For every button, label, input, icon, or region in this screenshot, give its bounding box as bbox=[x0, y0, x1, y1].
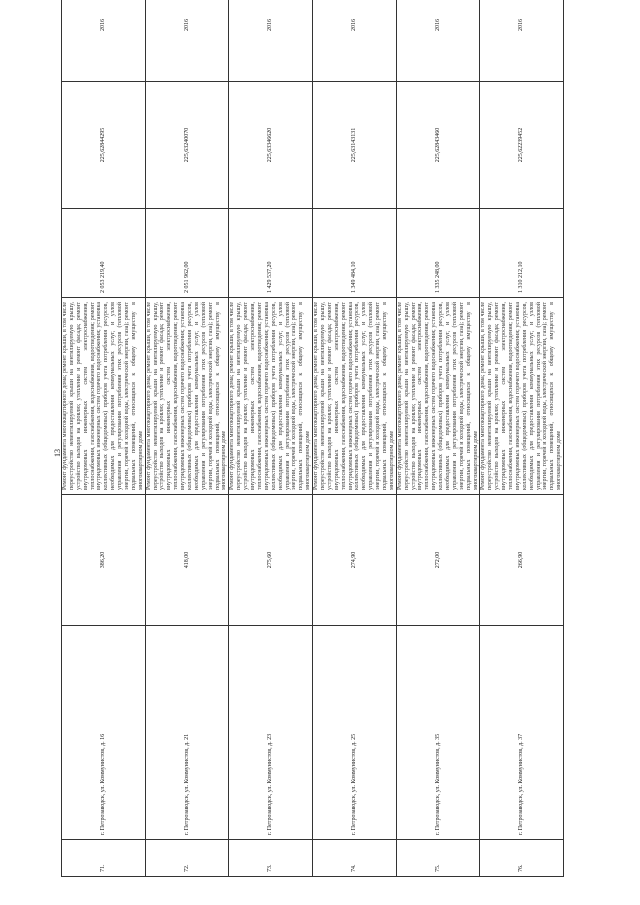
row-cost: 2 053 219,40 bbox=[62, 209, 146, 298]
row-area: 266,90 bbox=[480, 495, 564, 626]
row-unit-cost: 225,62843460 bbox=[396, 82, 480, 209]
row-unit-cost: 225,62239452 bbox=[480, 82, 564, 209]
repair-program-table bbox=[61, 0, 564, 877]
row-area: 274,90 bbox=[313, 495, 397, 626]
row-cost: 1 349 484,10 bbox=[313, 209, 397, 298]
row-area: 275,60 bbox=[229, 495, 313, 626]
row-works: Ремонт фундамента многоквартирного дома; ремонт крыши, в том числе переустройство невентилируемой крыши на вентилируемую крышу, устройство выходов на кровлю; утепление и ремонт фасада; ремонт внутридомовых инженерных систем электроснабжения, теплоснабжения, газоснабжения, водоснабжения, водоотведения; ремонт внутридомовых инженерных систем горячего водоснабжения; установка коллективных (общедомовых) приборов учета потребления ресурсов, необходимых для предоставления коммунальных услуг, и узлов управления и регулирования потребления этих ресурсов (тепловой энергии, горячей и холодной воды, электрической энергии, газа); ремонт подвальных помещений, относящихся к общему имуществу в многоквартирном доме bbox=[229, 298, 313, 495]
row-number: 71. bbox=[62, 840, 146, 877]
row-number: 73. bbox=[229, 840, 313, 877]
row-number: 74. bbox=[313, 840, 397, 877]
row-area: 386,20 bbox=[62, 495, 146, 626]
row-address: г. Петрозаводск, ул. Коммунистов, д. 16 bbox=[62, 626, 146, 840]
table-row bbox=[229, 0, 313, 877]
row-address: г. Петрозаводск, ул. Коммунистов, д. 35 bbox=[396, 626, 480, 840]
row-unit-cost: 225,63240070 bbox=[145, 82, 229, 209]
row-works: Ремонт фундамента многоквартирного дома; ремонт крыши, в том числе переустройство невентилируемой крыши на вентилируемую крышу, устройство выходов на кровлю; утепление и ремонт фасада; ремонт внутридомовых инженерных систем электроснабжения, теплоснабжения, газоснабжения, водоснабжения, водоотведения; ремонт внутридомовых инженерных систем горячего водоснабжения; установка коллективных (общедомовых) приборов учета потребления ресурсов, необходимых для предоставления коммунальных услуг, и узлов управления и регулирования потребления этих ресурсов (тепловой энергии, горячей и холодной воды, электрической энергии, газа); ремонт подвальных помещений, относящихся к общему имуществу в многоквартирном доме bbox=[480, 298, 564, 495]
row-unit-cost: 225,62844295 bbox=[62, 82, 146, 209]
row-number: 72. bbox=[145, 840, 229, 877]
row-area: 418,00 bbox=[145, 495, 229, 626]
table-row bbox=[145, 0, 229, 877]
row-address: г. Петрозаводск, ул. Коммунистов, д. 37 bbox=[480, 626, 564, 840]
row-year: 2016 bbox=[313, 0, 397, 82]
row-year: 2016 bbox=[396, 0, 480, 82]
row-cost: 2 051 962,00 bbox=[145, 209, 229, 298]
table-row bbox=[313, 0, 397, 877]
row-number: 76. bbox=[480, 840, 564, 877]
rotated-table-container bbox=[61, 19, 563, 877]
row-address: г. Петрозаводск, ул. Коммунистов, д. 21 bbox=[145, 626, 229, 840]
row-year: 2016 bbox=[62, 0, 146, 82]
table-row bbox=[480, 0, 564, 877]
row-year: 2016 bbox=[229, 0, 313, 82]
row-area: 272,00 bbox=[396, 495, 480, 626]
row-unit-cost: 225,63346620 bbox=[229, 82, 313, 209]
row-unit-cost: 225,63143131 bbox=[313, 82, 397, 209]
row-number: 75. bbox=[396, 840, 480, 877]
row-works: Ремонт фундамента многоквартирного дома; ремонт крыши, в том числе переустройство невентилируемой крыши на вентилируемую крышу, устройство выходов на кровлю; утепление и ремонт фасада; ремонт внутридомовых инженерных систем электроснабжения, теплоснабжения, газоснабжения, водоснабжения, водоотведения; ремонт внутридомовых инженерных систем горячего водоснабжения; установка коллективных (общедомовых) приборов учета потребления ресурсов, необходимых для предоставления коммунальных услуг, и узлов управления и регулирования потребления этих ресурсов (тепловой энергии, горячей и холодной воды, электрической энергии, газа); ремонт подвальных помещений, относящихся к общему имуществу в многоквартирном доме bbox=[145, 298, 229, 495]
row-year: 2016 bbox=[145, 0, 229, 82]
row-address: г. Петрозаводск, ул. Коммунистов, д. 25 bbox=[313, 626, 397, 840]
page-number: 13 bbox=[53, 449, 62, 457]
row-cost: 1 310 212,10 bbox=[480, 209, 564, 298]
table-row bbox=[62, 0, 146, 877]
row-works: Ремонт фундамента многоквартирного дома; ремонт крыши, в том числе переустройство невентилируемой крыши на вентилируемую крышу, устройство выходов на кровлю; утепление и ремонт фасада; ремонт внутридомовых инженерных систем электроснабжения, теплоснабжения, газоснабжения, водоснабжения, водоотведения; ремонт внутридомовых инженерных систем горячего водоснабжения; установка коллективных (общедомовых) приборов учета потребления ресурсов, необходимых для предоставления коммунальных услуг, и узлов управления и регулирования потребления этих ресурсов (тепловой энергии, горячей и холодной воды, электрической энергии, газа); ремонт подвальных помещений, относящихся к общему имуществу в многоквартирном доме bbox=[62, 298, 146, 495]
row-cost: 1 335 248,00 bbox=[396, 209, 480, 298]
row-cost: 1 429 537,20 bbox=[229, 209, 313, 298]
row-year: 2016 bbox=[480, 0, 564, 82]
row-address: г. Петрозаводск, ул. Коммунистов, д. 23 bbox=[229, 626, 313, 840]
row-works: Ремонт фундамента многоквартирного дома; ремонт крыши, в том числе переустройство невентилируемой крыши на вентилируемую крышу, устройство выходов на кровлю; утепление и ремонт фасада; ремонт внутридомовых инженерных систем электроснабжения, теплоснабжения, газоснабжения, водоснабжения, водоотведения; ремонт внутридомовых инженерных систем горячего водоснабжения; установка коллективных (общедомовых) приборов учета потребления ресурсов, необходимых для предоставления коммунальных услуг, и узлов управления и регулирования потребления этих ресурсов (тепловой энергии, горячей и холодной воды, электрической энергии, газа); ремонт подвальных помещений, относящихся к общему имуществу в многоквартирном доме bbox=[396, 298, 480, 495]
table-wrapper bbox=[61, 19, 563, 877]
table-row bbox=[396, 0, 480, 877]
row-works: Ремонт фундамента многоквартирного дома; ремонт крыши, в том числе переустройство невентилируемой крыши на вентилируемую крышу, устройство выходов на кровлю; утепление и ремонт фасада; ремонт внутридомовых инженерных систем электроснабжения, теплоснабжения, газоснабжения, водоснабжения, водоотведения; ремонт внутридомовых инженерных систем горячего водоснабжения; установка коллективных (общедомовых) приборов учета потребления ресурсов, необходимых для предоставления коммунальных услуг, и узлов управления и регулирования потребления этих ресурсов (тепловой энергии, горячей и холодной воды, электрической энергии, газа); ремонт подвальных помещений, относящихся к общему имуществу в многоквартирном доме bbox=[313, 298, 397, 495]
